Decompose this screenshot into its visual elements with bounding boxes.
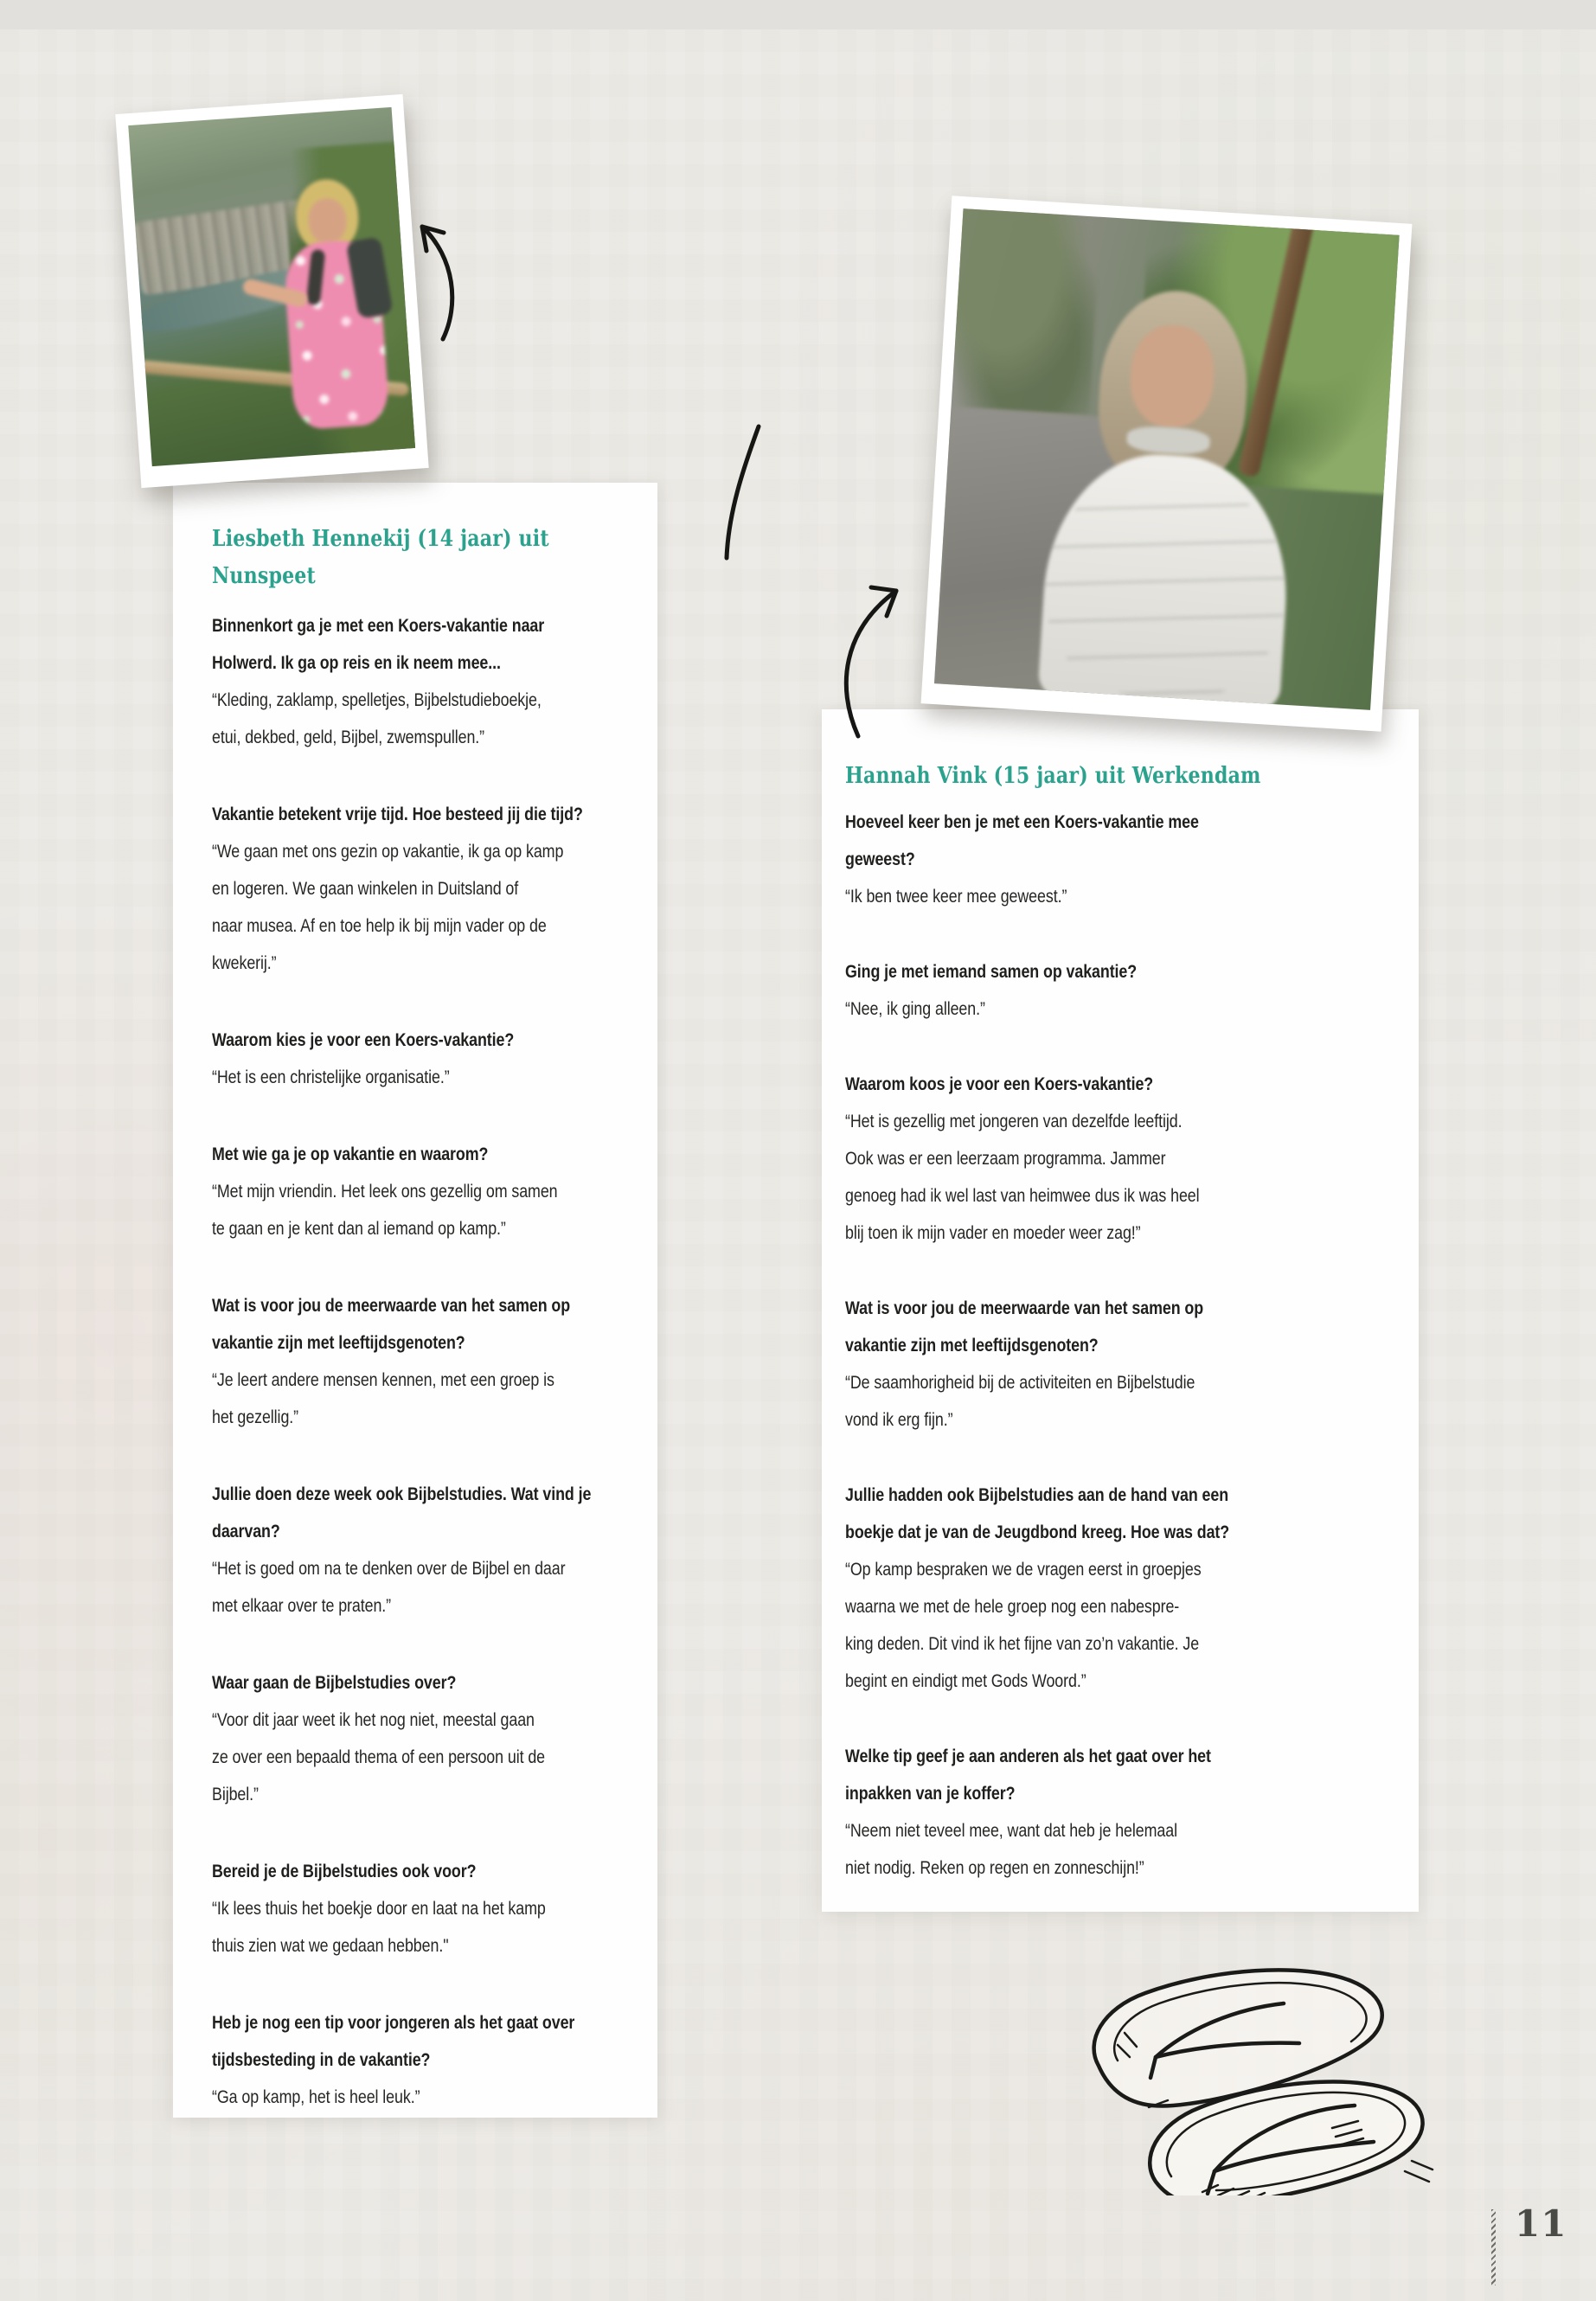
answer-text: “We gaan met ons gezin op vakantie, ik ga op kamp en logeren. We gaan winkelen in Duitsland of naar musea. Af en toe help ik bij mijn vader op de kwekerij.” [212,842,564,973]
question-text: Vakantie betekent vrije tijd. Hoe besteed jij die tijd? [212,804,583,824]
question-text: Waarom kies je voor een Koers-vakantie? [212,1030,515,1050]
folio-rule [1491,2209,1496,2285]
qa-block [212,607,631,756]
answer-text: “Het is goed om na te denken over de Bijbel en daar met elkaar over te praten.” [212,1559,566,1616]
hand-drawn-arrow-icon [405,218,462,346]
photo-liesbeth [115,94,428,488]
page-footer [1491,2202,1567,2285]
answer-text: “Met mijn vriendin. Het leek ons gezellig om samen te gaan en je kent dan al iemand op kamp.” [212,1182,558,1239]
question-text: Ging je met iemand samen op vakantie? [845,962,1138,982]
qa-block [212,1476,631,1625]
qa-block [212,796,631,982]
question-text: Bereid je de Bijbelstudies ook voor? [212,1862,477,1881]
qa-block [212,1853,631,1965]
answer-text: “Op kamp bespraken we de vragen eerst in groepjes waarna we met de hele groep nog een nabespre- king deden. Dit vind ik het fijne van zo’n vakantie. Je begint en eindigt met Gods Woord.” [845,1560,1202,1691]
qa-block [845,953,1393,1028]
answer-text: “Het is gezellig met jongeren van dezelfde leeftijd. Ook was er een leerzaam programma. Jammer genoeg had ik wel last van heimwee dus ik was heel blij toen ik mijn vader en moeder weer zag!” [845,1112,1200,1243]
hand-drawn-arrow-icon [830,575,913,741]
qa-block [845,1738,1393,1887]
question-text: Heb je nog een tip voor jongeren als het gaat over tijdsbesteding in de vakantie? [212,2013,575,2070]
qa-block [212,1136,631,1247]
photo-hannah [921,195,1413,731]
answer-text: “Je leert andere mensen kennen, met een groep is het gezellig.” [212,1370,554,1427]
qa-block [212,2004,631,2116]
qa-block [212,1664,631,1813]
qa-block [845,1477,1393,1700]
answer-text: “Neem niet teveel mee, want dat heb je helemaal niet nodig. Reken op regen en zonneschijn!” [845,1821,1177,1878]
interviewee-title-hannah: Hannah Vink (15 jaar) uit Werkendam [845,763,1261,789]
interview-panel-hannah [822,709,1419,1912]
question-text: Hoeveel keer ben je met een Koers-vakantie mee geweest? [845,812,1199,869]
page-top-band [0,0,1596,29]
qa-block [845,1290,1393,1439]
answer-text: “De saamhorigheid bij de activiteiten en Bijbelstudie vond ik erg fijn.” [845,1373,1195,1430]
answer-text: “Ik lees thuis het boekje door en laat na het kamp thuis zien wat we gedaan hebben." [212,1899,546,1956]
question-text: Jullie doen deze week ook Bijbelstudies. Wat vind je daarvan? [212,1484,592,1541]
answer-text: “Het is een christelijke organisatie.” [212,1067,450,1087]
answer-text: “Ga op kamp, het is heel leuk.” [212,2087,420,2107]
qa-block [212,1287,631,1436]
page-number: 11 [1515,2202,1567,2245]
answer-text: “Nee, ik ging alleen.” [845,999,985,1019]
photo-liesbeth-image [128,107,415,466]
interviewee-title-liesbeth: Liesbeth Hennekij (14 jaar) uit Nunspeet [212,526,549,589]
question-text: Binnenkort ga je met een Koers-vakantie naar Holwerd. Ik ga op reis en ik neem mee... [212,616,545,673]
qa-block [845,1066,1393,1252]
hand-drawn-curve-icon [720,422,765,562]
interview-panel-liesbeth [173,483,657,2118]
photo-hannah-image [934,208,1400,710]
question-text: Wat is voor jou de meerwaarde van het samen op vakantie zijn met leeftijdsgenoten? [212,1296,571,1353]
question-text: Met wie ga je op vakantie en waarom? [212,1144,489,1164]
answer-text: “Ik ben twee keer mee geweest.” [845,887,1067,907]
qa-block [845,804,1393,915]
question-text: Welke tip geef je aan anderen als het gaat over het inpakken van je koffer? [845,1747,1211,1804]
answer-text: “Voor dit jaar weet ik het nog niet, meestal gaan ze over een bepaald thema of een persoon uit de Bijbel.” [212,1710,546,1804]
flip-flops-sketch-icon [1073,1936,1436,2195]
question-text: Waar gaan de Bijbelstudies over? [212,1673,457,1693]
question-text: Jullie hadden ook Bijbelstudies aan de hand van een boekje dat je van de Jeugdbond kreeg. Hoe was dat? [845,1485,1230,1542]
qa-block [212,1022,631,1096]
question-text: Waarom koos je voor een Koers-vakantie? [845,1074,1154,1094]
question-text: Wat is voor jou de meerwaarde van het samen op vakantie zijn met leeftijdsgenoten? [845,1298,1204,1356]
answer-text: “Kleding, zaklamp, spelletjes, Bijbelstudieboekje, etui, dekbed, geld, Bijbel, zwemspullen.” [212,690,542,747]
